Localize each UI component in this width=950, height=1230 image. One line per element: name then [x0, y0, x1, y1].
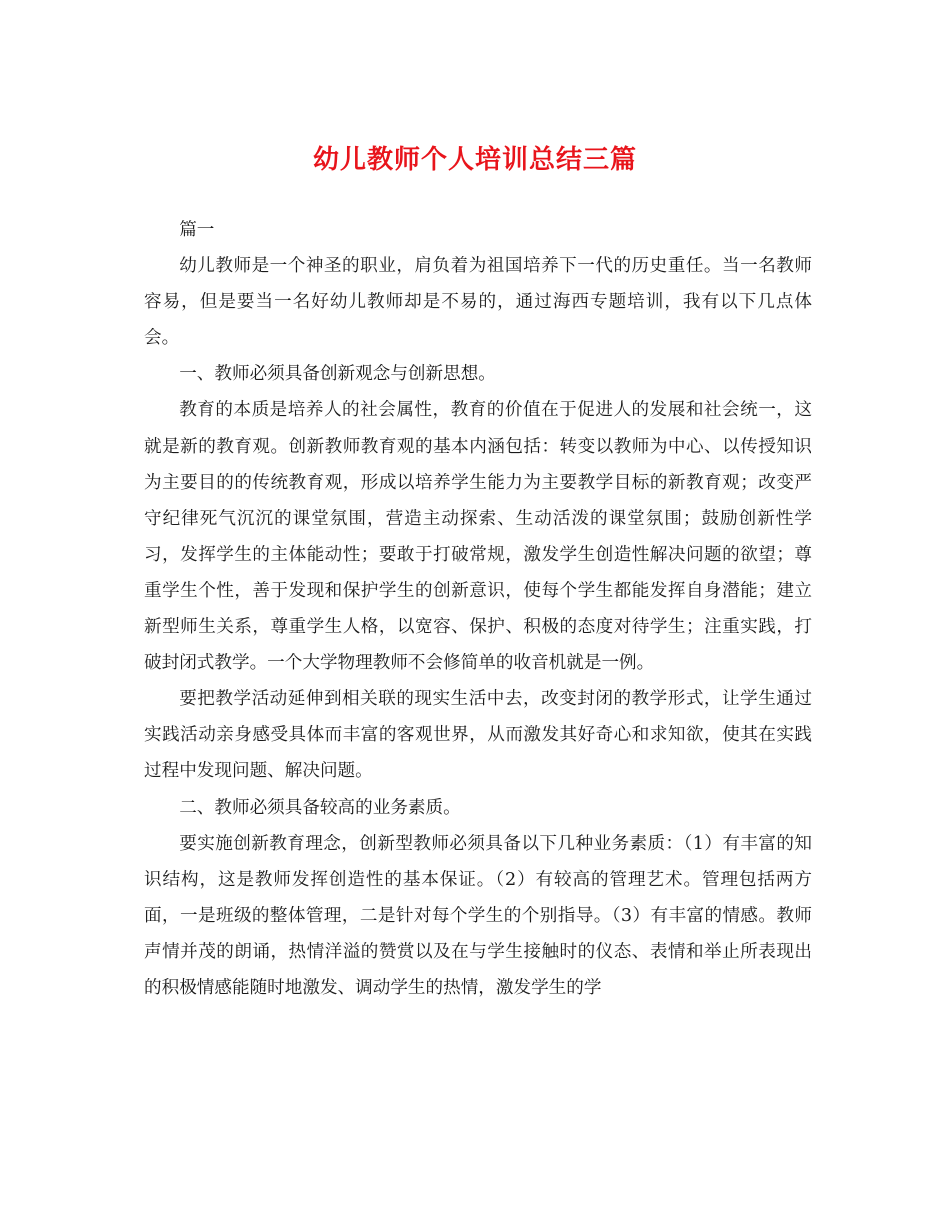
document-body — [144, 212, 812, 1006]
paragraph-education-view: 教育的本质是培养人的社会属性，教育的价值在于促进人的发展和社会统一，这就是新的教育观。创新教师教育观的基本内涵包括：转变以教师为中心、以传授知识为主要目的的传统教育观，形成以培养学生能力为主要教学目标的新教育观；改变严守纪律死气沉沉的课堂氛围，营造主动探索、生动活泼的课堂氛围；鼓励创新性学习，发挥学生的主体能动性；要敢于打破常规，激发学生创造性解决问题的欲望；尊重学生个性，善于发现和保护学生的创新意识，使每个学生都能发挥自身潜能；建立新型师生关系，尊重学生人格，以宽容、保护、积极的态度对待学生；注重实践，打破封闭式教学。一个大学物理教师不会修简单的收音机就是一例。 — [144, 400, 812, 674]
paragraph-intro: 幼儿教师是一个神圣的职业，肩负着为祖国培养下一代的历史重任。当一名教师容易，但是要当一名好幼儿教师却是不易的，通过海西专题培训，我有以下几点体会。 — [144, 256, 812, 349]
point-one-heading: 一、教师必须具备创新观念与创新思想。 — [179, 364, 496, 385]
document-title: 幼儿教师个人培训总结三篇 — [312, 145, 637, 175]
section-heading-part-one: 篇一 — [179, 220, 215, 240]
paragraph-business-quality: 要实施创新教育理念，创新型教师必须具备以下几种业务素质：（1）有丰富的知识结构，这是教师发挥创造性的基本保证。（2）有较高的管理艺术。管理包括两方面，一是班级的整体管理，二是针对每个学生的个别指导。（3）有丰富的情感。教师声情并茂的朗诵，热情洋溢的赞赏以及在与学生接触时的仪态、表情和举止所表现出的积极情感能随时地激发、调动学生的热情，激发学生的学 — [144, 833, 812, 998]
point-two-heading: 二、教师必须具备较高的业务素质。 — [179, 797, 461, 818]
paragraph-practice: 要把教学活动延伸到相关联的现实生活中去，改变封闭的教学形式，让学生通过实践活动亲身感受具体而丰富的客观世界，从而激发其好奇心和求知欲，使其在实践过程中发现问题、解决问题。 — [144, 689, 812, 782]
